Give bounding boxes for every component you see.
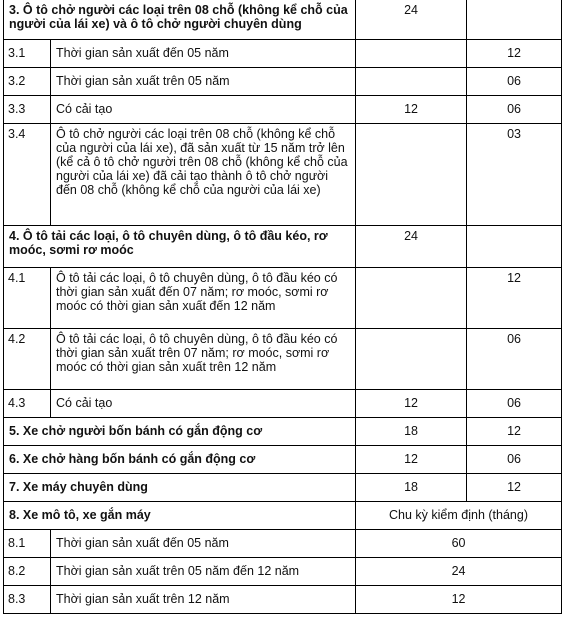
initial-cycle-cell: 12	[356, 96, 467, 124]
row-description: Có cải tạo	[51, 96, 356, 124]
periodic-cycle-cell: 12	[467, 40, 562, 68]
periodic-cycle-cell: 12	[467, 418, 562, 446]
row-index: 4.1	[4, 268, 51, 329]
initial-cycle-cell: 24	[356, 226, 467, 268]
table-row	[4, 418, 562, 446]
row-index: 3.1	[4, 40, 51, 68]
inspection-cycle-table	[3, 0, 562, 614]
initial-cycle-cell: 24	[356, 0, 467, 40]
row-description: Thời gian sản xuất đến 05 năm	[51, 40, 356, 68]
row-index: 4.2	[4, 329, 51, 390]
merged-cycle-cell: 24	[356, 558, 562, 586]
row-description: Thời gian sản xuất trên 12 năm	[51, 586, 356, 614]
initial-cycle-cell	[356, 40, 467, 68]
section-heading: 8. Xe mô tô, xe gắn máy	[4, 502, 356, 530]
table-row	[4, 268, 562, 329]
row-index: 3.2	[4, 68, 51, 96]
inspection-cycle-header: Chu kỳ kiểm định (tháng)	[356, 502, 562, 530]
periodic-cycle-cell	[467, 226, 562, 268]
periodic-cycle-cell	[467, 0, 562, 40]
periodic-cycle-cell: 03	[467, 124, 562, 226]
table-row	[4, 124, 562, 226]
initial-cycle-cell: 12	[356, 446, 467, 474]
periodic-cycle-cell: 12	[467, 474, 562, 502]
section-heading: 6. Xe chở hàng bốn bánh có gắn động cơ	[4, 446, 356, 474]
initial-cycle-cell: 12	[356, 390, 467, 418]
table-row	[4, 502, 562, 530]
section-heading: 5. Xe chở người bốn bánh có gắn động cơ	[4, 418, 356, 446]
row-index: 4.3	[4, 390, 51, 418]
initial-cycle-cell: 18	[356, 418, 467, 446]
row-index: 8.1	[4, 530, 51, 558]
table-row	[4, 329, 562, 390]
periodic-cycle-cell: 06	[467, 329, 562, 390]
table-row	[4, 96, 562, 124]
section-heading: 4. Ô tô tải các loại, ô tô chuyên dùng, ô tô đầu kéo, rơ moóc, sơmi rơ moóc	[4, 226, 356, 268]
row-index: 8.3	[4, 586, 51, 614]
initial-cycle-cell	[356, 329, 467, 390]
table-row	[4, 586, 562, 614]
initial-cycle-cell	[356, 268, 467, 329]
table-row	[4, 446, 562, 474]
periodic-cycle-cell: 06	[467, 96, 562, 124]
merged-cycle-cell: 12	[356, 586, 562, 614]
row-description: Ô tô tải các loại, ô tô chuyên dùng, ô tô đầu kéo có thời gian sản xuất đến 07 năm; rơ moóc, sơmi rơ moóc có thời gian sản xuất đến 12 năm	[51, 268, 356, 329]
row-index: 3.3	[4, 96, 51, 124]
table-row	[4, 0, 562, 40]
table-row	[4, 474, 562, 502]
row-description: Thời gian sản xuất trên 05 năm đến 12 năm	[51, 558, 356, 586]
initial-cycle-cell	[356, 68, 467, 96]
table-row	[4, 68, 562, 96]
row-description: Có cải tạo	[51, 390, 356, 418]
table-row	[4, 226, 562, 268]
table-row	[4, 40, 562, 68]
initial-cycle-cell: 18	[356, 474, 467, 502]
section-heading: 7. Xe máy chuyên dùng	[4, 474, 356, 502]
row-description: Ô tô chở người các loại trên 08 chỗ (không kể chỗ của người của lái xe), đã sản xuất từ 15 năm trở lên (kể cả ô tô chở người trên 08 chỗ (không kể chỗ của người của lái xe) đã cải tạo thành ô tô chở người đến 08 chỗ (không kể chỗ của người của lái xe)	[51, 124, 356, 226]
section-heading: 3. Ô tô chở người các loại trên 08 chỗ (không kể chỗ của người của lái xe) và ô tô chở người chuyên dùng	[4, 0, 356, 40]
row-description: Thời gian sản xuất đến 05 năm	[51, 530, 356, 558]
row-index: 8.2	[4, 558, 51, 586]
table-row	[4, 390, 562, 418]
initial-cycle-cell	[356, 124, 467, 226]
table-row	[4, 530, 562, 558]
merged-cycle-cell: 60	[356, 530, 562, 558]
row-index: 3.4	[4, 124, 51, 226]
row-description: Ô tô tải các loại, ô tô chuyên dùng, ô tô đầu kéo có thời gian sản xuất trên 07 năm; rơ moóc, sơmi rơ moóc có thời gian sản xuất trên 12 năm	[51, 329, 356, 390]
periodic-cycle-cell: 06	[467, 390, 562, 418]
row-description: Thời gian sản xuất trên 05 năm	[51, 68, 356, 96]
periodic-cycle-cell: 12	[467, 268, 562, 329]
table-row	[4, 558, 562, 586]
periodic-cycle-cell: 06	[467, 446, 562, 474]
periodic-cycle-cell: 06	[467, 68, 562, 96]
